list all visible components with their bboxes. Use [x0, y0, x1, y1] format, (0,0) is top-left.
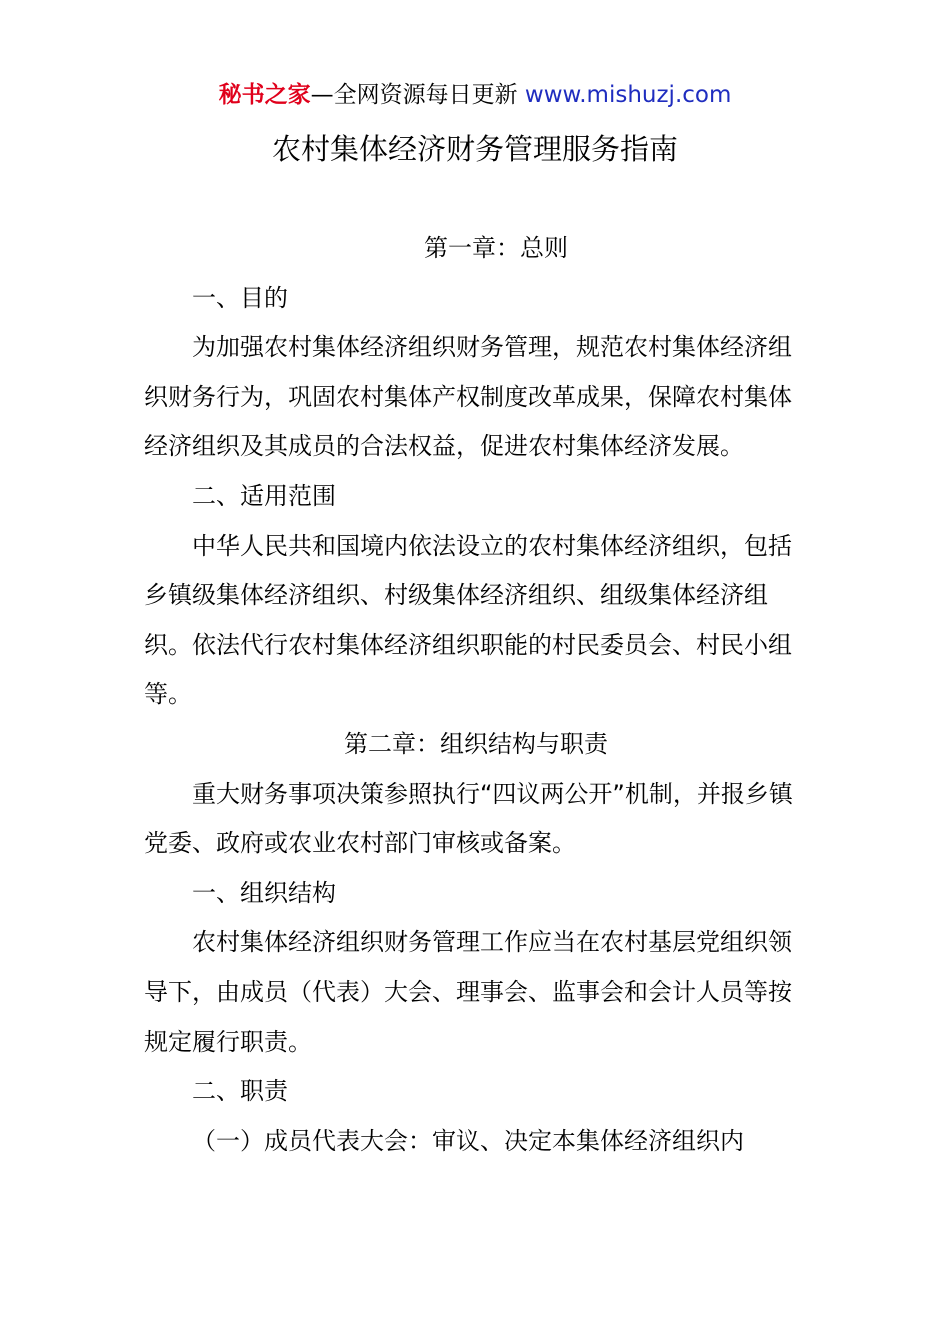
site-brand: 秘书之家	[218, 82, 311, 108]
chapter-2-intro: 重大财务事项决策参照执行“四议两公开”机制，并报乡镇党委、政府或农业农村部门审核或备案。	[144, 779, 793, 858]
section-purpose-body: 为加强农村集体经济组织财务管理，规范农村集体经济组织财务行为，巩固农村集体产权制度改革成果，保障农村集体经济组织及其成员的合法权益，促进农村集体经济发展。	[144, 333, 792, 461]
section-structure-body: 农村集体经济组织财务管理工作应当在农村基层党组织领导下，由成员（代表）大会、理事会、监事会和会计人员等按规定履行职责。	[144, 928, 792, 1056]
section-duties-heading: 二、职责	[192, 1077, 288, 1106]
section-scope-heading: 二、适用范围	[192, 481, 336, 510]
chapter-2-heading: 第二章：组织结构与职责	[344, 729, 608, 758]
chapter-1-heading: 第一章：总则	[424, 234, 568, 262]
section-scope-body: 中华人民共和国境内依法设立的农村集体经济组织，包括乡镇级集体经济组织、村级集体经济组织、组级集体经济组织。依法代行农村集体经济组织职能的村民委员会、村民小组等。	[144, 531, 792, 709]
site-url[interactable]: www.mishuzj.com	[524, 82, 732, 108]
site-tagline: —全网资源每日更新	[310, 82, 525, 108]
document-body	[144, 224, 808, 1166]
site-header	[0, 78, 950, 112]
section-purpose-heading: 一、目的	[192, 283, 288, 312]
document-title: 农村集体经济财务管理服务指南	[271, 132, 678, 166]
section-duties-item-1: （一）成员代表大会：审议、决定本集体经济组织内	[192, 1126, 744, 1155]
section-structure-heading: 一、组织结构	[192, 878, 336, 907]
